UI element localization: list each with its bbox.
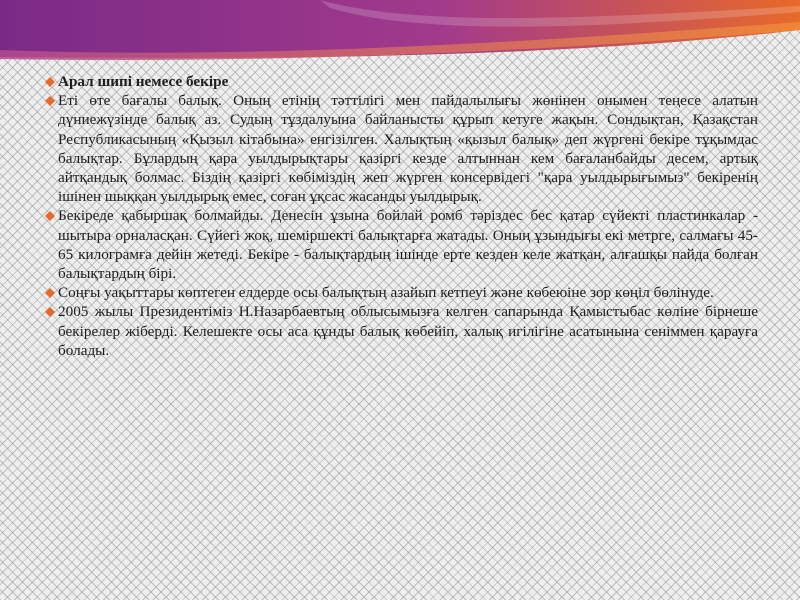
bullet-item-anatomy bbox=[58, 206, 758, 283]
diamond-bullet-icon bbox=[45, 211, 55, 221]
bullet-text: Арал шипі немесе бекіре bbox=[58, 73, 229, 90]
bullet-text: Бекіреде қабыршақ болмайды. Денесін ұзына бойлай ромб тәріздес бес қатар сүйекті пластинкалар - шытыра орналасқан. Сүйегі жоқ, шеміршекті балықтарға жатады. Оның ұзындығы екі метрге, салмағы 45-65 килограмға дейін жетеді. Бекіре - балықтардың ішінде ерте кезден келе жатқан, алғашқы пайда болған балықтардың бірі. bbox=[58, 207, 758, 283]
bullet-item-title bbox=[58, 72, 758, 91]
bullet-item-description bbox=[58, 91, 758, 206]
bullet-item-conservation bbox=[58, 283, 758, 302]
diamond-bullet-icon bbox=[45, 77, 55, 87]
diamond-bullet-icon bbox=[45, 307, 55, 317]
bullet-item-history bbox=[58, 302, 758, 360]
slide-content bbox=[58, 72, 758, 360]
diamond-bullet-icon bbox=[45, 288, 55, 298]
bullet-text: Еті өте бағалы балық. Оның етінің тәттілігі мен пайдалылығы жөнінен онымен теңесе алатын дүниежүзінде балық аз. Судың тұздалуына байланысты құрып кетуге жақын. Сондықтан, Қазақстан Республикасының «Қызыл кітабына» енгізілген. Халықтың «қызыл балық» деп жүргені бекіре тұқымдас балықтар. Бұлардың қара уылдырықтары қазіргі кезде алтыннан кем бағаланбайды десем, артық айтқандық болмас. Біздің қазіргі көбіміздің жеп жүрген консервідегі "қара уылдырығымыз" бекіренің ішінен шыққан уылдырық емес, соған ұқсас жасанды уылдырық. bbox=[58, 92, 758, 206]
bullet-text: Соңғы уақыттары көптеген елдерде осы балықтың азайып кетпеуі және көбеюіне зор көңіл бөлінуде. bbox=[58, 284, 714, 302]
bullet-text: 2005 жылы Президентіміз Н.Назарбаевтың облысымызға келген сапарында Қамыстыбас көліне бірнеше бекірелер жіберді. Келешекте осы аса құнды балық көбейіп, халық игілігіне асатынына сеніммен қарауға болады. bbox=[58, 303, 758, 359]
header-banner bbox=[0, 0, 800, 70]
diamond-bullet-icon bbox=[45, 96, 55, 106]
